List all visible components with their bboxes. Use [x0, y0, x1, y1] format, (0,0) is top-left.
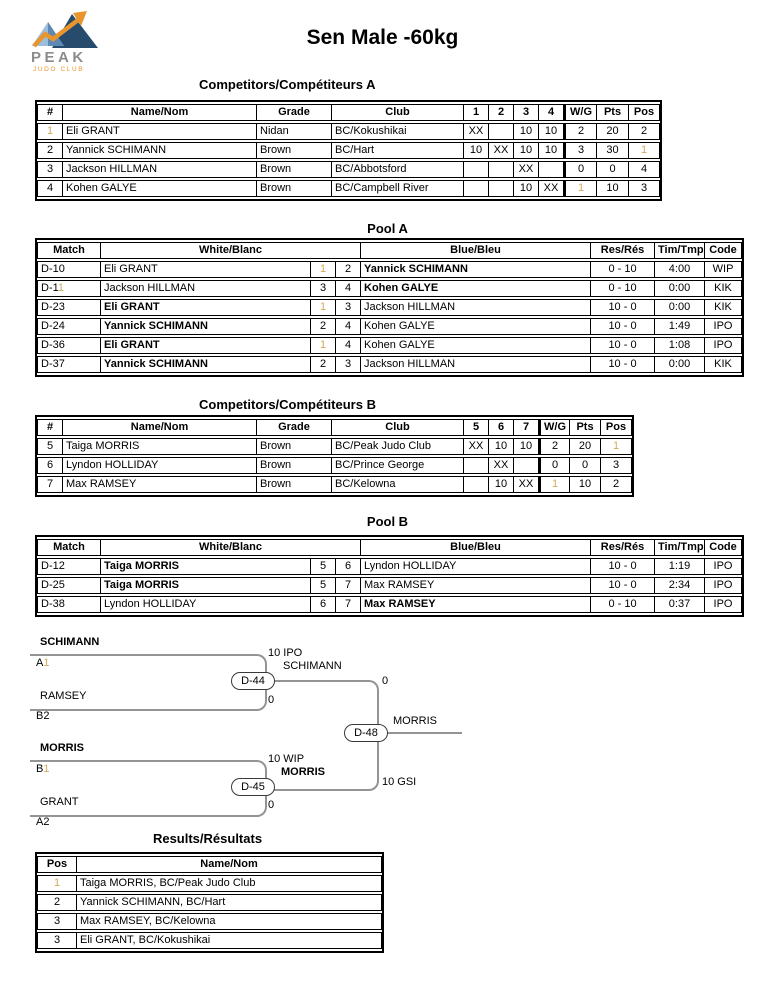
- time-value: 0:00: [655, 280, 705, 297]
- column-header: 5: [464, 419, 489, 436]
- white-player-number: 3: [311, 280, 336, 297]
- match-number: D-37: [37, 356, 101, 373]
- column-header: Pos: [37, 856, 77, 873]
- wins-value: 0: [539, 457, 570, 474]
- blue-player-number: 3: [336, 356, 361, 373]
- logo-wordmark: PEAK: [31, 49, 87, 66]
- competitor-club: BC/Prince George: [332, 457, 464, 474]
- column-header: Club: [332, 104, 464, 121]
- results-table: [35, 852, 384, 953]
- code-value: IPO: [705, 337, 742, 354]
- white-player-number: 1: [311, 299, 336, 316]
- results-heading: Results/Résultats: [152, 831, 263, 846]
- table-header: [37, 104, 660, 121]
- seed-letter: B: [36, 763, 44, 775]
- column-header: Res/Rés: [591, 242, 655, 259]
- code-value: KIK: [705, 299, 742, 316]
- column-header: #: [37, 419, 63, 436]
- round-result: XX: [514, 161, 539, 178]
- table-body: [37, 558, 742, 613]
- position-value: 1: [601, 438, 632, 455]
- white-player-number: 6: [311, 596, 336, 613]
- blue-player-number: 6: [336, 558, 361, 575]
- competitor-grade: Brown: [257, 161, 332, 178]
- position-value: 2: [601, 476, 632, 493]
- seed-letter: B: [36, 710, 44, 722]
- competitor-number: 6: [37, 457, 63, 474]
- round-result: 10: [514, 123, 539, 140]
- match-number: D-25: [37, 577, 101, 594]
- column-header: Grade: [257, 419, 332, 436]
- match-number: D-12: [37, 558, 101, 575]
- round-result: 10: [514, 438, 539, 455]
- wins-value: 1: [539, 476, 570, 493]
- blue-player-number: 7: [336, 596, 361, 613]
- result-name: Taiga MORRIS, BC/Peak Judo Club: [77, 875, 382, 892]
- match-number: D-36: [37, 337, 101, 354]
- column-header: W/G: [564, 104, 597, 121]
- position-value: 1: [629, 142, 660, 159]
- round-result: 10: [539, 123, 564, 140]
- page-title: Sen Male -60kg: [306, 26, 459, 49]
- table-body: [37, 875, 382, 949]
- column-header: Match: [37, 539, 101, 556]
- competitor-grade: Brown: [257, 180, 332, 197]
- white-player-name: Taiga MORRIS: [101, 558, 311, 575]
- points-value: 30: [597, 142, 629, 159]
- round-result: 10: [514, 180, 539, 197]
- competitors-a-table: [35, 100, 662, 201]
- match-node-d48: D-48: [344, 724, 388, 742]
- competitor-name: Max RAMSEY: [63, 476, 257, 493]
- time-value: 4:00: [655, 261, 705, 278]
- match-row: [37, 280, 742, 297]
- white-player-name: Eli GRANT: [101, 337, 311, 354]
- round-result: XX: [514, 476, 539, 493]
- semifinal-1-winner: SCHIMANN: [283, 660, 342, 672]
- position-value: 3: [601, 457, 632, 474]
- seed-digit: 2: [43, 710, 50, 722]
- competitor-name: Taiga MORRIS: [63, 438, 257, 455]
- round-result: XX: [464, 123, 489, 140]
- result-value: 10 - 0: [591, 299, 655, 316]
- competitors-a-heading: Competitors/Compétiteurs A: [199, 77, 376, 92]
- round-result: [464, 476, 489, 493]
- seed-digit: 2: [43, 816, 50, 828]
- column-header: White/Blanc: [101, 242, 361, 259]
- match-number: D-11: [37, 280, 101, 297]
- blue-player-number: 2: [336, 261, 361, 278]
- round-result: XX: [489, 142, 514, 159]
- code-value: KIK: [705, 280, 742, 297]
- table-body: [37, 123, 660, 197]
- points-value: 0: [597, 161, 629, 178]
- white-player-number: 5: [311, 577, 336, 594]
- result-row: [37, 894, 382, 911]
- round-result: [489, 180, 514, 197]
- result-row: [37, 875, 382, 892]
- bracket-seed-a1-name: SCHIMANN: [40, 636, 100, 648]
- final-winner: MORRIS: [393, 715, 437, 727]
- blue-player-number: 4: [336, 337, 361, 354]
- result-value: 0 - 10: [591, 596, 655, 613]
- white-player-number: 2: [311, 356, 336, 373]
- match-row: [37, 558, 742, 575]
- competitor-name: Kohen GALYE: [63, 180, 257, 197]
- wins-value: 2: [564, 123, 597, 140]
- match-row: [37, 299, 742, 316]
- competitor-row: [37, 180, 660, 197]
- column-header: 6: [489, 419, 514, 436]
- time-value: 1:19: [655, 558, 705, 575]
- blue-player-name: Kohen GALYE: [361, 318, 591, 335]
- round-result: [514, 457, 539, 474]
- seed-digit: 1: [43, 657, 50, 669]
- competitor-number: 1: [37, 123, 63, 140]
- competitor-club: BC/Campbell River: [332, 180, 464, 197]
- points-value: 10: [597, 180, 629, 197]
- competitor-club: BC/Peak Judo Club: [332, 438, 464, 455]
- column-header: 4: [539, 104, 564, 121]
- white-player-name: Eli GRANT: [101, 299, 311, 316]
- bracket-seed-a1-label: [36, 657, 49, 670]
- blue-player-name: Kohen GALYE: [361, 337, 591, 354]
- bracket-seed-b2-name: RAMSEY: [40, 690, 87, 702]
- round-result: [464, 180, 489, 197]
- result-value: 10 - 0: [591, 318, 655, 335]
- points-value: 10: [570, 476, 601, 493]
- column-header: Name/Nom: [63, 419, 257, 436]
- header-row: [37, 419, 632, 436]
- header-row: [37, 242, 742, 259]
- round-result: 10: [489, 438, 514, 455]
- pool-a-table: [35, 238, 744, 377]
- blue-player-number: 7: [336, 577, 361, 594]
- result-row: [37, 913, 382, 930]
- competitor-grade: Brown: [257, 457, 332, 474]
- header-row: [37, 104, 660, 121]
- code-value: WIP: [705, 261, 742, 278]
- time-value: 1:08: [655, 337, 705, 354]
- competitor-grade: Brown: [257, 438, 332, 455]
- column-header: Club: [332, 419, 464, 436]
- competitor-club: BC/Kokushikai: [332, 123, 464, 140]
- competitor-row: [37, 438, 632, 455]
- blue-player-name: Jackson HILLMAN: [361, 356, 591, 373]
- blue-player-name: Max RAMSEY: [361, 577, 591, 594]
- round-result: XX: [539, 180, 564, 197]
- round-result: [489, 161, 514, 178]
- logo-subtitle: JUDO CLUB: [33, 66, 85, 72]
- result-value: 10 - 0: [591, 356, 655, 373]
- points-value: 20: [597, 123, 629, 140]
- result-name: Yannick SCHIMANN, BC/Hart: [77, 894, 382, 911]
- column-header: 3: [514, 104, 539, 121]
- blue-player-name: Lyndon HOLLIDAY: [361, 558, 591, 575]
- competitor-row: [37, 161, 660, 178]
- wins-value: 1: [564, 180, 597, 197]
- result-position: 1: [37, 875, 77, 892]
- bracket-seed-b1-label: [36, 763, 49, 776]
- competitor-number: 5: [37, 438, 63, 455]
- result-position: 3: [37, 913, 77, 930]
- match-number-suffix: 1: [57, 282, 65, 294]
- round-result: 10: [489, 476, 514, 493]
- wins-value: 0: [564, 161, 597, 178]
- white-player-number: 1: [311, 337, 336, 354]
- white-player-name: Yannick SCHIMANN: [101, 318, 311, 335]
- pool-a-heading: Pool A: [367, 221, 408, 236]
- match-node-d45: D-45: [231, 778, 275, 796]
- match-number: D-23: [37, 299, 101, 316]
- column-header: Blue/Bleu: [361, 539, 591, 556]
- white-player-number: 5: [311, 558, 336, 575]
- competitor-row: [37, 142, 660, 159]
- time-value: 2:34: [655, 577, 705, 594]
- code-value: IPO: [705, 596, 742, 613]
- blue-player-number: 4: [336, 280, 361, 297]
- blue-player-name: Jackson HILLMAN: [361, 299, 591, 316]
- competitor-grade: Brown: [257, 142, 332, 159]
- table-header: [37, 856, 382, 873]
- match-row: [37, 318, 742, 335]
- column-header: 7: [514, 419, 539, 436]
- position-value: 4: [629, 161, 660, 178]
- bracket-seed-a2-name: GRANT: [40, 796, 79, 808]
- competitor-name: Lyndon HOLLIDAY: [63, 457, 257, 474]
- column-header: Blue/Bleu: [361, 242, 591, 259]
- round-result: XX: [464, 438, 489, 455]
- column-header: Code: [705, 539, 742, 556]
- competitor-number: 4: [37, 180, 63, 197]
- competitor-number: 2: [37, 142, 63, 159]
- time-value: 0:00: [655, 356, 705, 373]
- column-header: Grade: [257, 104, 332, 121]
- white-player-number: 1: [311, 261, 336, 278]
- column-header: Tim/Tmp: [655, 242, 705, 259]
- position-value: 3: [629, 180, 660, 197]
- round-result: 10: [514, 142, 539, 159]
- code-value: IPO: [705, 577, 742, 594]
- time-value: 1:49: [655, 318, 705, 335]
- column-header: Name/Nom: [63, 104, 257, 121]
- code-value: KIK: [705, 356, 742, 373]
- time-value: 0:37: [655, 596, 705, 613]
- pool-b-table: [35, 535, 744, 617]
- round-result: [464, 161, 489, 178]
- result-name: Max RAMSEY, BC/Kelowna: [77, 913, 382, 930]
- white-player-name: Yannick SCHIMANN: [101, 356, 311, 373]
- blue-player-number: 4: [336, 318, 361, 335]
- bracket-seed-b2-label: [36, 710, 49, 723]
- blue-player-name: Yannick SCHIMANN: [361, 261, 591, 278]
- column-header: Name/Nom: [77, 856, 382, 873]
- match-row: [37, 337, 742, 354]
- competitor-number: 7: [37, 476, 63, 493]
- competitor-name: Yannick SCHIMANN: [63, 142, 257, 159]
- competitor-club: BC/Abbotsford: [332, 161, 464, 178]
- blue-player-number: 3: [336, 299, 361, 316]
- final-top-score: 0: [382, 675, 389, 687]
- white-player-number: 2: [311, 318, 336, 335]
- competitor-club: BC/Kelowna: [332, 476, 464, 493]
- semifinal-1-bottom-score: 0: [268, 694, 275, 706]
- white-player-name: Eli GRANT: [101, 261, 311, 278]
- column-header: Code: [705, 242, 742, 259]
- table-body: [37, 261, 742, 373]
- semifinal-2-winner: MORRIS: [281, 766, 325, 778]
- result-value: 10 - 0: [591, 577, 655, 594]
- competitor-grade: Nidan: [257, 123, 332, 140]
- pool-b-heading: Pool B: [366, 514, 409, 529]
- round-result: 10: [464, 142, 489, 159]
- column-header: Pts: [597, 104, 629, 121]
- table-header: [37, 539, 742, 556]
- match-number: D-10: [37, 261, 101, 278]
- competitor-name: Jackson HILLMAN: [63, 161, 257, 178]
- result-value: 0 - 10: [591, 280, 655, 297]
- column-header: Match: [37, 242, 101, 259]
- code-value: IPO: [705, 558, 742, 575]
- competitor-grade: Brown: [257, 476, 332, 493]
- header-row: [37, 539, 742, 556]
- seed-letter: A: [36, 816, 44, 828]
- white-player-name: Taiga MORRIS: [101, 577, 311, 594]
- competitor-number: 3: [37, 161, 63, 178]
- round-result: 10: [539, 142, 564, 159]
- semifinal-2-bottom-score: 0: [268, 799, 275, 811]
- final-bottom-score: 10 GSI: [382, 776, 417, 788]
- competitor-name: Eli GRANT: [63, 123, 257, 140]
- white-player-name: Jackson HILLMAN: [101, 280, 311, 297]
- result-value: 10 - 0: [591, 558, 655, 575]
- table-header: [37, 242, 742, 259]
- column-header: Res/Rés: [591, 539, 655, 556]
- points-value: 0: [570, 457, 601, 474]
- wins-value: 3: [564, 142, 597, 159]
- result-position: 2: [37, 894, 77, 911]
- round-result: [489, 123, 514, 140]
- column-header: 2: [489, 104, 514, 121]
- blue-player-name: Max RAMSEY: [361, 596, 591, 613]
- match-row: [37, 577, 742, 594]
- table-header: [37, 419, 632, 436]
- match-node-d44: D-44: [231, 672, 275, 690]
- result-value: 0 - 10: [591, 261, 655, 278]
- match-row: [37, 596, 742, 613]
- bracket-seed-a2-label: [36, 816, 49, 829]
- competitor-club: BC/Hart: [332, 142, 464, 159]
- round-result: [464, 457, 489, 474]
- white-player-name: Lyndon HOLLIDAY: [101, 596, 311, 613]
- column-header: W/G: [539, 419, 570, 436]
- champion-line: [377, 732, 462, 734]
- blue-player-name: Kohen GALYE: [361, 280, 591, 297]
- wins-value: 2: [539, 438, 570, 455]
- column-header: 1: [464, 104, 489, 121]
- column-header: Pts: [570, 419, 601, 436]
- competitors-b-heading: Competitors/Compétiteurs B: [199, 397, 376, 412]
- column-header: Pos: [601, 419, 632, 436]
- header-row: [37, 856, 382, 873]
- semifinal-1-top-score: 10 IPO: [268, 647, 303, 659]
- semifinal-2-top-score: 10 WIP: [268, 753, 305, 765]
- competitor-row: [37, 123, 660, 140]
- bracket-seed-b1-name: MORRIS: [40, 742, 84, 754]
- code-value: IPO: [705, 318, 742, 335]
- result-row: [37, 932, 382, 949]
- column-header: #: [37, 104, 63, 121]
- competitor-row: [37, 457, 632, 474]
- time-value: 0:00: [655, 299, 705, 316]
- position-value: 2: [629, 123, 660, 140]
- competitors-b-table: [35, 415, 634, 497]
- seed-digit: 1: [43, 763, 50, 775]
- round-result: [539, 161, 564, 178]
- match-number: D-24: [37, 318, 101, 335]
- competitor-row: [37, 476, 632, 493]
- match-row: [37, 356, 742, 373]
- table-body: [37, 438, 632, 493]
- points-value: 20: [570, 438, 601, 455]
- column-header: Pos: [629, 104, 660, 121]
- round-result: XX: [489, 457, 514, 474]
- result-name: Eli GRANT, BC/Kokushikai: [77, 932, 382, 949]
- match-number: D-38: [37, 596, 101, 613]
- result-value: 10 - 0: [591, 337, 655, 354]
- column-header: Tim/Tmp: [655, 539, 705, 556]
- match-row: [37, 261, 742, 278]
- column-header: White/Blanc: [101, 539, 361, 556]
- result-position: 3: [37, 932, 77, 949]
- seed-letter: A: [36, 657, 44, 669]
